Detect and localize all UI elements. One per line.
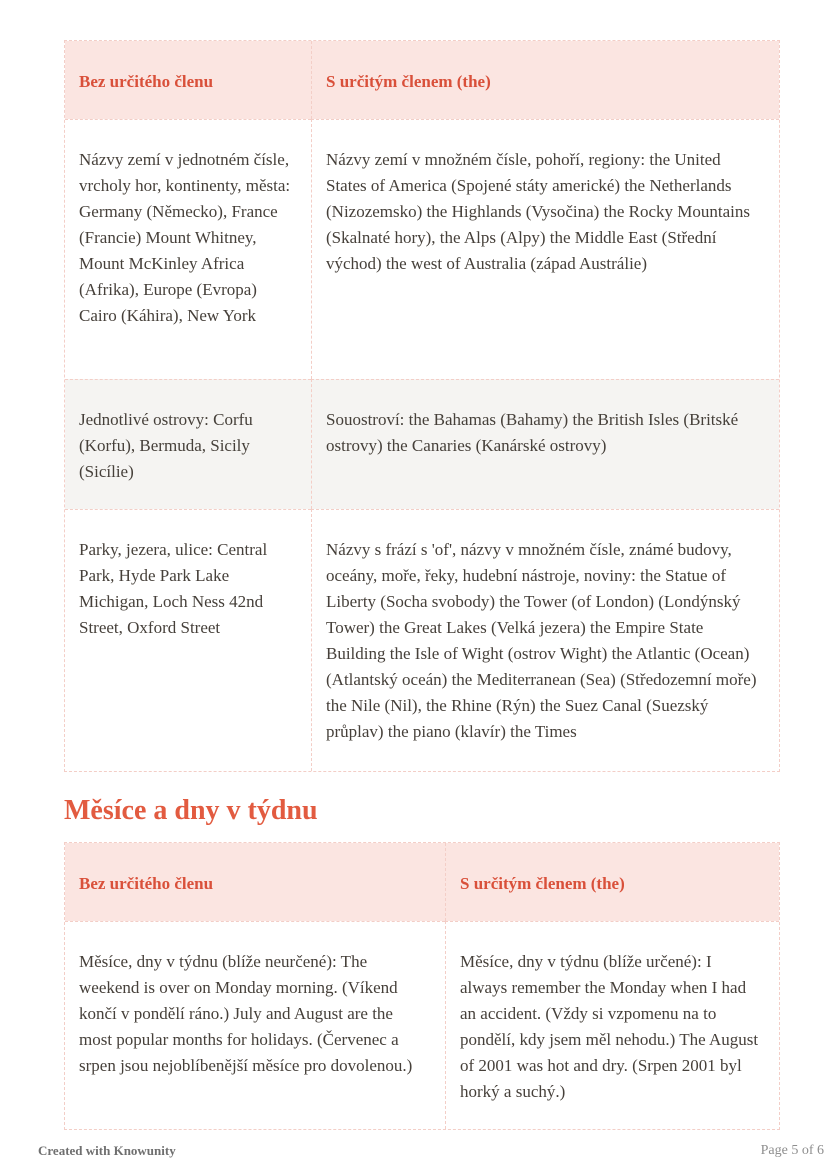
articles-table-2 [64, 842, 780, 1130]
table1-row2-cell-right: Souostroví: the Bahamas (Bahamy) the British Isles (Britské ostrovy) the Canaries (Kanárské ostrovy) [311, 379, 779, 509]
table1-row1-cell-right: Názvy zemí v množném čísle, pohoří, regiony: the United States of America (Spojené státy americké) the Netherlands (Nizozemsko) the Highlands (Vysočina) the Rocky Mountains (Skalnaté hory), the Alps (Alpy) the Middle East (Střední východ) the west of Australia (západ Austrálie) [311, 119, 779, 379]
table2-header-with-article: S určitým členem (the) [445, 843, 779, 921]
table2-row1-cell-right: Měsíce, dny v týdnu (blíže určené): I always remember the Monday when I had an accident. (Vždy si vzpomenu na to pondělí, kdy jsem měl nehodu.) The August of 2001 was hot and dry. (Srpen 2001 byl horký a suchý.) [445, 921, 779, 1129]
table1-row3-cell-left: Parky, jezera, ulice: Central Park, Hyde Park Lake Michigan, Loch Ness 42nd Street, Oxford Street [65, 509, 311, 771]
table2-row1-cell-left: Měsíce, dny v týdnu (blíže neurčené): The weekend is over on Monday morning. (Víkend končí v pondělí ráno.) July and August are the most popular months for holidays. (Červenec a srpen jsou nejoblíbenější měsíce pro dovolenou.) [65, 921, 445, 1129]
articles-table-1 [64, 40, 780, 772]
table1-row2-cell-left: Jednotlivé ostrovy: Corfu (Korfu), Bermuda, Sicily (Sicílie) [65, 379, 311, 509]
table1-row1-cell-left: Názvy zemí v jednotném čísle, vrcholy hor, kontinenty, města: Germany (Německo), France (Francie) Mount Whitney, Mount McKinley Africa (Afrika), Europe (Evropa) Cairo (Káhira), New York [65, 119, 311, 379]
table1-header-with-article: S určitým členem (the) [311, 41, 779, 119]
footer-branding: Created with Knowunity [38, 1143, 176, 1158]
table1-row3-cell-right: Názvy s frází s 'of', názvy v množném čísle, známé budovy, oceány, moře, řeky, hudební nástroje, noviny: the Statue of Liberty (Socha svobody) the Tower (of London) (Londýnský Tower) the Great Lakes (Velká jezera) the Empire State Building the Isle of Wight (ostrov Wight) the Atlantic (Ocean) (Atlantský oceán) the Mediterranean (Sea) (Středozemní moře) the Nile (Nil), the Rhine (Rýn) the Suez Canal (Suezský průplav) the piano (klavír) the Times [311, 509, 779, 771]
footer-page-number: Page 5 of 6 [760, 1143, 824, 1158]
page-content [64, 40, 780, 1130]
section-heading-months-days: Měsíce a dny v týdnu [64, 795, 318, 826]
table1-header-no-article: Bez určitého členu [65, 41, 311, 119]
table2-header-no-article: Bez určitého členu [65, 843, 445, 921]
